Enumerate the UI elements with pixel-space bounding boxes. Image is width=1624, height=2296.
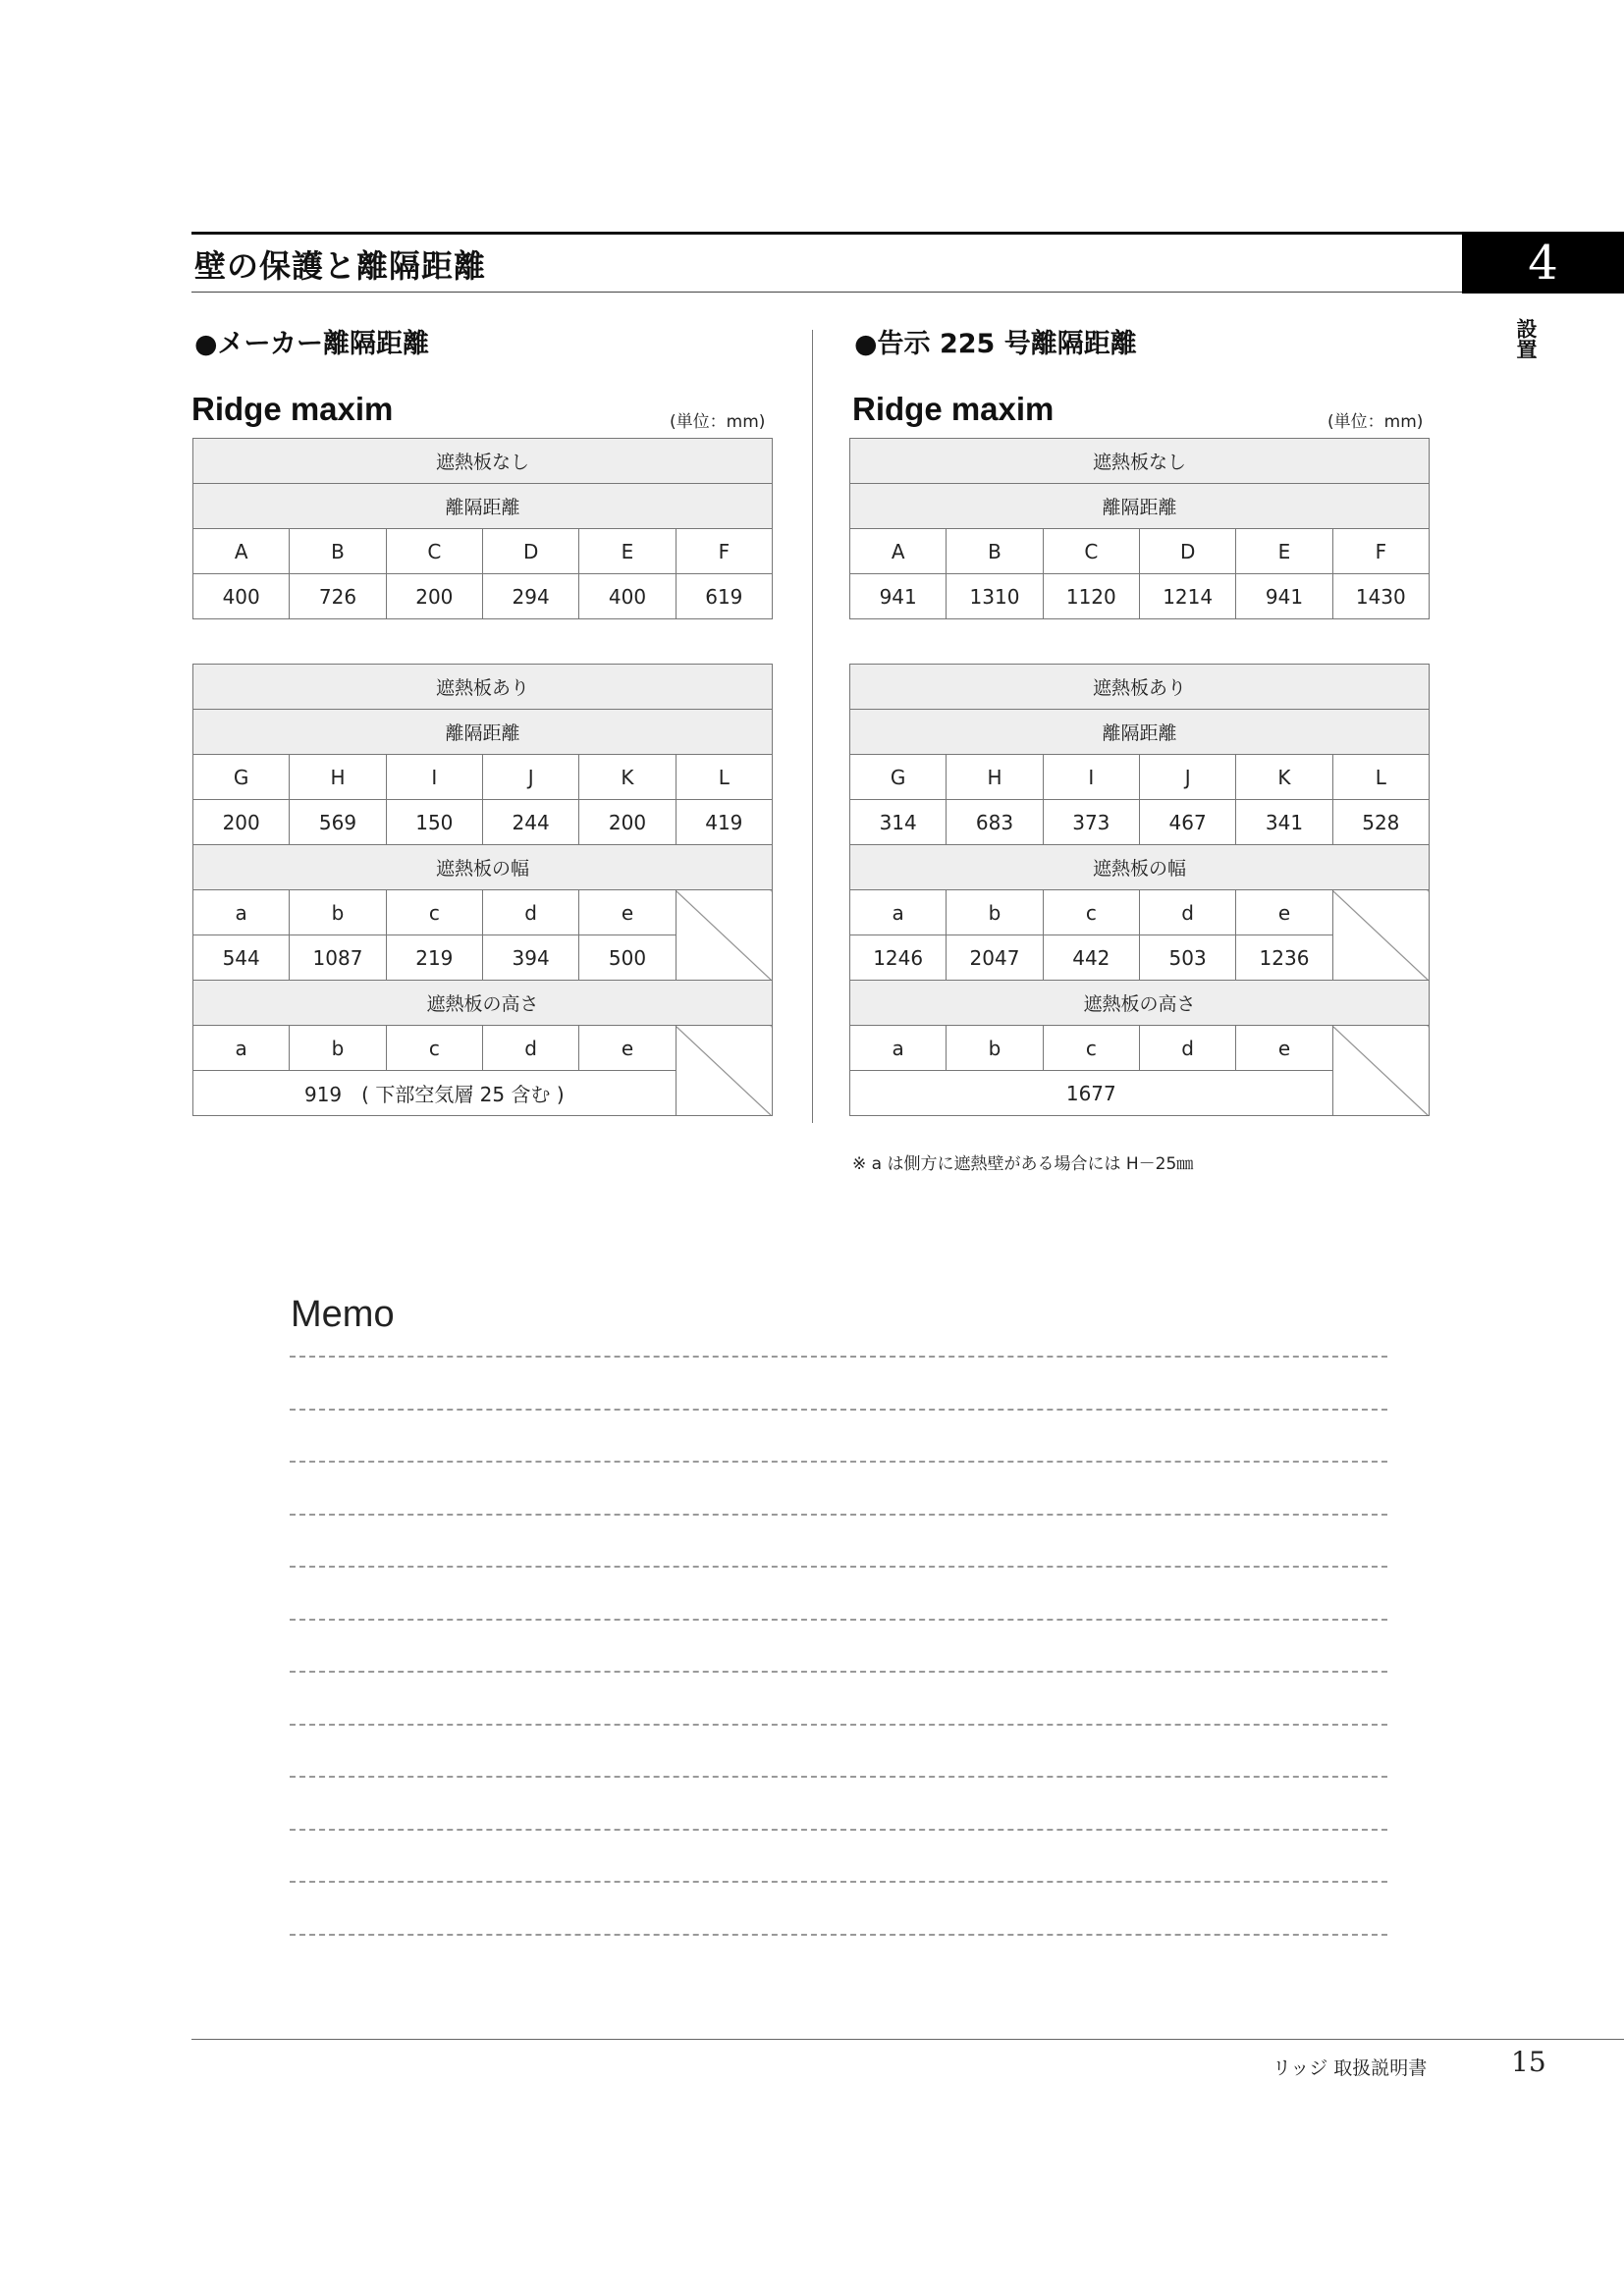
col-header: F	[1332, 529, 1429, 574]
col-header: b	[947, 890, 1043, 935]
col-header: G	[850, 755, 947, 800]
left-section-title: ●メーカー離隔距離	[194, 329, 430, 359]
col-header: b	[290, 1026, 386, 1071]
table-cell: 373	[1043, 800, 1139, 845]
memo-line	[290, 1619, 1387, 1621]
table-cell: 500	[579, 935, 676, 981]
table-cell: 726	[290, 574, 386, 619]
column-divider	[812, 330, 813, 1123]
memo-line	[290, 1356, 1387, 1358]
table-subtitle: 離隔距離	[193, 710, 773, 755]
col-header: C	[1043, 529, 1139, 574]
col-header: G	[193, 755, 290, 800]
col-header: L	[676, 755, 772, 800]
header-row	[193, 529, 773, 574]
col-header: d	[482, 1026, 578, 1071]
chapter-number-tab: 4	[1462, 232, 1624, 294]
shield-height-value: 919 ( 下部空気層 25 含む )	[193, 1071, 677, 1116]
footnote: ※ a は側方に遮熱壁がある場合には H－25㎜	[852, 1154, 1194, 1174]
col-header: e	[579, 890, 676, 935]
col-header: d	[1139, 1026, 1235, 1071]
col-header: I	[1043, 755, 1139, 800]
chapter-side-label	[1512, 318, 1540, 364]
table-cell: 941	[1236, 574, 1332, 619]
table-cell: 544	[193, 935, 290, 981]
table-cell: 219	[386, 935, 482, 981]
col-header: H	[290, 755, 386, 800]
col-header: a	[850, 1026, 947, 1071]
right-unit-label: (単位：mm)	[1327, 412, 1424, 432]
header-row	[193, 1026, 773, 1071]
col-header: K	[1236, 755, 1332, 800]
table-subtitle: 離隔距離	[850, 484, 1430, 529]
table-subtitle: 離隔距離	[193, 484, 773, 529]
left-table-with-shield	[192, 664, 773, 1116]
footer-rule	[191, 2039, 1624, 2040]
table-cell: 683	[947, 800, 1043, 845]
col-header: a	[193, 1026, 290, 1071]
right-table-with-shield	[849, 664, 1430, 1116]
col-header: b	[947, 1026, 1043, 1071]
left-unit-label: (単位：mm)	[670, 412, 766, 432]
table-cell: 1120	[1043, 574, 1139, 619]
page-number: 15	[1511, 2046, 1546, 2078]
left-model-title: Ridge maxim	[191, 391, 394, 427]
table-title: 遮熱板なし	[850, 439, 1430, 484]
shield-height-value: 1677	[850, 1071, 1333, 1116]
table-cell: 200	[193, 800, 290, 845]
col-header: E	[579, 529, 676, 574]
table-cell: 528	[1332, 800, 1429, 845]
col-header: c	[386, 890, 482, 935]
table-subtitle: 離隔距離	[850, 710, 1430, 755]
table-cell: 400	[193, 574, 290, 619]
table-cell: 503	[1139, 935, 1235, 981]
table-cell: 1310	[947, 574, 1043, 619]
col-header: d	[482, 890, 578, 935]
header-row	[193, 890, 773, 935]
table-cell: 244	[482, 800, 578, 845]
header-row	[193, 755, 773, 800]
col-header: E	[1236, 529, 1332, 574]
empty-diagonal-cell	[676, 890, 772, 981]
header-row	[850, 529, 1430, 574]
table-cell: 1246	[850, 935, 947, 981]
memo-line	[290, 1934, 1387, 1936]
col-header: C	[386, 529, 482, 574]
shield-width-title: 遮熱板の幅	[850, 845, 1430, 890]
col-header: c	[386, 1026, 482, 1071]
right-table-no-shield	[849, 438, 1430, 619]
memo-line	[290, 1566, 1387, 1568]
table-cell: 1087	[290, 935, 386, 981]
empty-diagonal-cell	[1332, 1026, 1429, 1116]
table-cell: 1214	[1139, 574, 1235, 619]
value-row	[193, 574, 773, 619]
col-header: e	[579, 1026, 676, 1071]
col-header: K	[579, 755, 676, 800]
table-title: 遮熱板あり	[193, 665, 773, 710]
table-cell: 400	[579, 574, 676, 619]
col-header: A	[193, 529, 290, 574]
header-row	[850, 1026, 1430, 1071]
col-header: L	[1332, 755, 1429, 800]
shield-height-title: 遮熱板の高さ	[850, 981, 1430, 1026]
header-row	[850, 890, 1430, 935]
col-header: I	[386, 755, 482, 800]
table-cell: 200	[386, 574, 482, 619]
col-header: J	[482, 755, 578, 800]
title-underline	[191, 292, 1463, 293]
table-cell: 442	[1043, 935, 1139, 981]
col-header: c	[1043, 1026, 1139, 1071]
memo-title: Memo	[291, 1294, 395, 1335]
right-model-title: Ridge maxim	[852, 391, 1055, 427]
memo-line	[290, 1461, 1387, 1463]
col-header: e	[1236, 890, 1332, 935]
left-table-no-shield	[192, 438, 773, 619]
value-row	[850, 800, 1430, 845]
table-title: 遮熱板あり	[850, 665, 1430, 710]
col-header: D	[1139, 529, 1235, 574]
col-header: D	[482, 529, 578, 574]
table-cell: 419	[676, 800, 772, 845]
title-rule	[191, 232, 1624, 235]
shield-height-title: 遮熱板の高さ	[193, 981, 773, 1026]
header-row	[850, 755, 1430, 800]
table-cell: 341	[1236, 800, 1332, 845]
memo-line	[290, 1514, 1387, 1516]
col-header: A	[850, 529, 947, 574]
col-header: b	[290, 890, 386, 935]
table-cell: 314	[850, 800, 947, 845]
table-cell: 569	[290, 800, 386, 845]
table-cell: 1236	[1236, 935, 1332, 981]
value-row	[850, 574, 1430, 619]
table-cell: 1430	[1332, 574, 1429, 619]
table-cell: 2047	[947, 935, 1043, 981]
memo-line	[290, 1881, 1387, 1883]
table-cell: 200	[579, 800, 676, 845]
shield-width-title: 遮熱板の幅	[193, 845, 773, 890]
right-section-title: ●告示 225 号離隔距離	[854, 329, 1137, 359]
col-header: d	[1139, 890, 1235, 935]
col-header: J	[1139, 755, 1235, 800]
memo-line	[290, 1409, 1387, 1411]
col-header: F	[676, 529, 772, 574]
memo-line	[290, 1724, 1387, 1726]
table-cell: 394	[482, 935, 578, 981]
table-title: 遮熱板なし	[193, 439, 773, 484]
table-cell: 294	[482, 574, 578, 619]
empty-diagonal-cell	[1332, 890, 1429, 981]
table-cell: 150	[386, 800, 482, 845]
col-header: a	[850, 890, 947, 935]
chapter-label: 設置	[1514, 318, 1539, 359]
memo-line	[290, 1776, 1387, 1778]
table-cell: 467	[1139, 800, 1235, 845]
col-header: c	[1043, 890, 1139, 935]
col-header: H	[947, 755, 1043, 800]
col-header: B	[290, 529, 386, 574]
empty-diagonal-cell	[676, 1026, 772, 1116]
table-cell: 619	[676, 574, 772, 619]
col-header: e	[1236, 1026, 1332, 1071]
col-header: B	[947, 529, 1043, 574]
value-row	[193, 800, 773, 845]
table-cell: 941	[850, 574, 947, 619]
page-title: 壁の保護と離隔距離	[194, 247, 487, 285]
memo-line	[290, 1829, 1387, 1831]
memo-line	[290, 1671, 1387, 1673]
footer-manual-title: リッジ 取扱説明書	[1272, 2057, 1428, 2079]
col-header: a	[193, 890, 290, 935]
